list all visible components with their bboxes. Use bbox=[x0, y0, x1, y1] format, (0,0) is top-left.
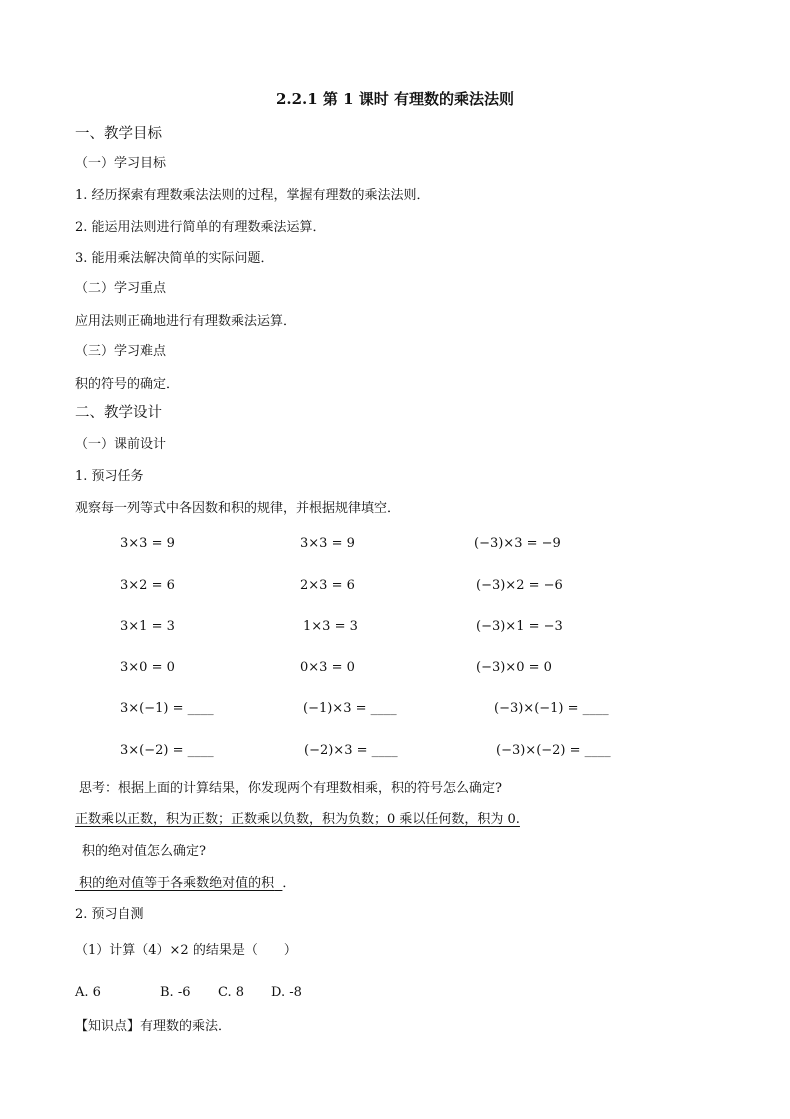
page-title: 2.2.1 第 1 课时 有理数的乘法法则 bbox=[275, 90, 515, 108]
equation: (−3)×2 = −6 bbox=[476, 578, 563, 593]
equation: 3×1 = 3 bbox=[120, 619, 175, 634]
equation: 0×3 = 0 bbox=[300, 660, 355, 675]
option-b: B. -6 bbox=[160, 985, 191, 1000]
think-answer-abs-line: 积的绝对值等于各乘数绝对值的积 ． bbox=[75, 875, 295, 893]
think-question-sign: 思考：根据上面的计算结果，你发现两个有理数相乘，积的符号怎么确定? bbox=[79, 781, 502, 796]
equation: (−3)×0 = 0 bbox=[476, 660, 552, 675]
equation-blank: 3×(−1) = ____ bbox=[120, 701, 214, 716]
think-answer-abs: 积的绝对值等于各乘数绝对值的积 bbox=[79, 876, 275, 891]
goal-item-2: 2. 能运用法则进行简单的有理数乘法运算． bbox=[75, 220, 326, 235]
knowledge-point-line bbox=[75, 1018, 231, 1036]
goal-item-3: 3. 能用乘法解决简单的实际问题． bbox=[75, 251, 274, 266]
observe-instruction: 观察每一列等式中各因数和积的规律，并根据规律填空． bbox=[75, 501, 401, 516]
equation: (−3)×3 = −9 bbox=[474, 536, 561, 551]
subheading-learning-goals: （一）学习目标 bbox=[75, 156, 167, 171]
subheading-preclass: （一）课前设计 bbox=[75, 437, 167, 452]
subheading-difficulty: （三）学习难点 bbox=[75, 344, 167, 359]
equation-blank: (−2)×3 = ____ bbox=[304, 743, 398, 758]
think-answer-sign: 正数乘以正数，积为正数；正数乘以负数，积为负数；0 乘以任何数，积为 0. bbox=[75, 812, 520, 827]
equation: 3×2 = 6 bbox=[120, 578, 175, 593]
equation-blank: (−3)×(−2) = ____ bbox=[496, 743, 611, 758]
equation-blank: (−1)×3 = ____ bbox=[303, 701, 397, 716]
think-question-abs: 积的绝对值怎么确定? bbox=[82, 844, 206, 859]
subheading-key-point: （二）学习重点 bbox=[75, 281, 167, 296]
preview-task-heading: 1. 预习任务 bbox=[75, 469, 144, 484]
equation-blank: (−3)×(−1) = ____ bbox=[494, 701, 609, 716]
option-a: A. 6 bbox=[75, 985, 101, 1000]
section-heading-design: 二、教学设计 bbox=[75, 405, 162, 421]
knowledge-point-text: 有理数的乘法． bbox=[140, 1019, 232, 1034]
equation: 3×3 = 9 bbox=[300, 536, 355, 551]
equation: 2×3 = 6 bbox=[300, 578, 355, 593]
equation: 3×0 = 0 bbox=[120, 660, 175, 675]
self-test-question-1: （1）计算（4）×2 的结果是（ ） bbox=[75, 943, 297, 958]
equation-blank: 3×(−2) = ____ bbox=[120, 743, 214, 758]
goal-item-1: 1. 经历探索有理数乘法法则的过程，掌握有理数的乘法法则． bbox=[75, 188, 430, 203]
difficulty-text: 积的符号的确定． bbox=[75, 377, 180, 392]
equation: 1×3 = 3 bbox=[303, 619, 358, 634]
option-c: C. 8 bbox=[218, 985, 245, 1000]
key-point-text: 应用法则正确地进行有理数乘法运算． bbox=[75, 314, 297, 329]
knowledge-point-label: 【知识点】 bbox=[75, 1019, 141, 1034]
section-heading-goals: 一、教学目标 bbox=[75, 126, 162, 142]
equation: (−3)×1 = −3 bbox=[476, 619, 563, 634]
equation: 3×3 = 9 bbox=[120, 536, 175, 551]
option-d: D. -8 bbox=[271, 985, 302, 1000]
self-test-heading: 2. 预习自测 bbox=[75, 907, 144, 922]
